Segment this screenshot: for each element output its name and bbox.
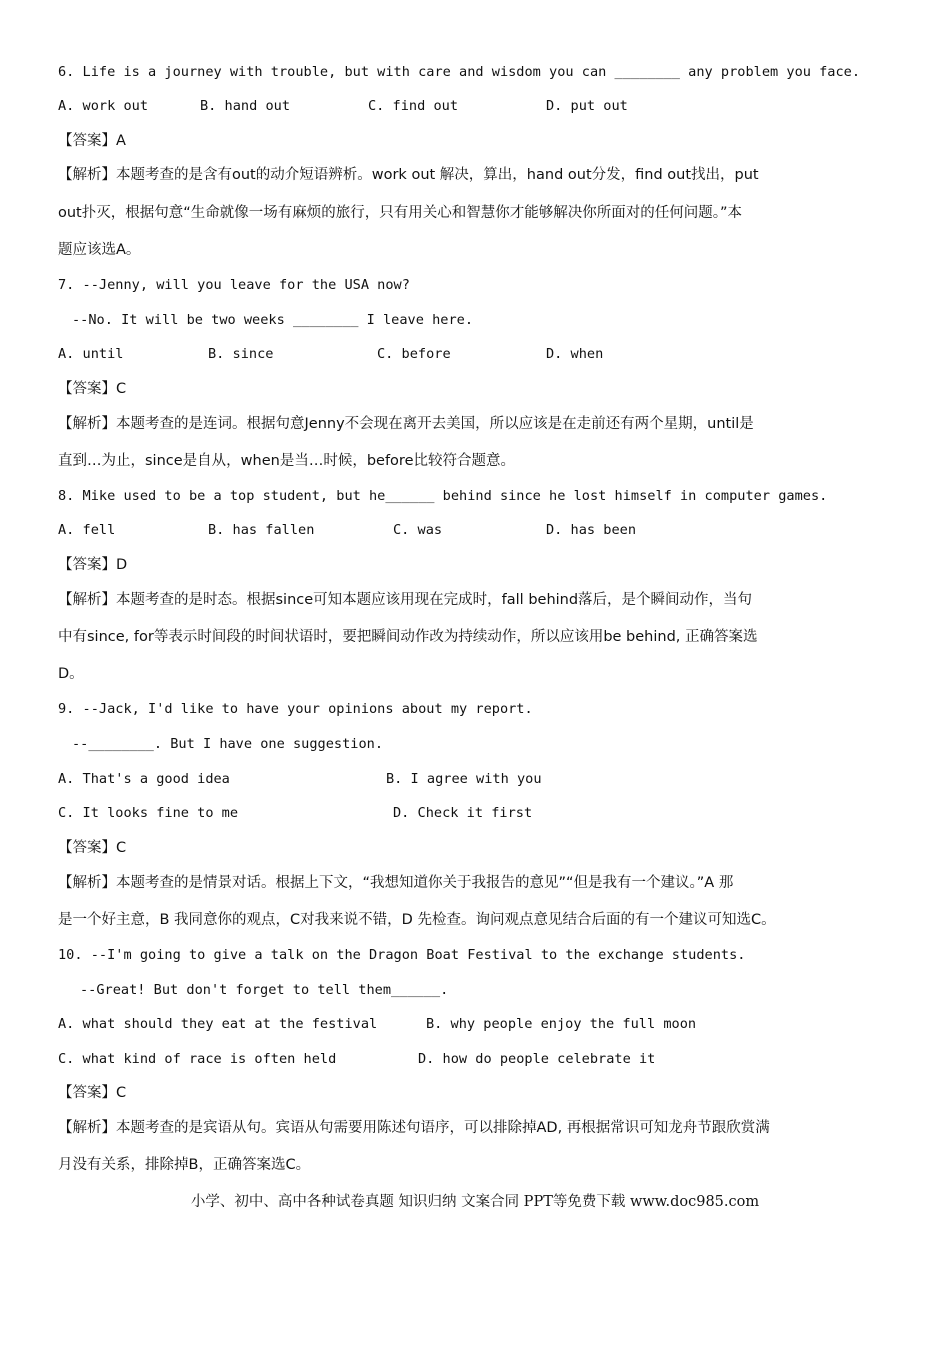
question-7-reply: --No. It will be two weeks ________ I leave here.	[72, 312, 474, 328]
question-9-analysis-line-1: 【解析】本题考查的是情景对话。根据上下文，“我想知道你关于我报告的意见”“但是我有一个建议。”A 那	[58, 875, 734, 891]
question-10-answer: 【答案】C	[58, 1085, 127, 1101]
question-6-analysis-line-2: out扑灭，根据句意“生命就像一场有麻烦的旅行，只有用关心和智慧你才能够解决你所面对的任何问题。”本	[58, 205, 743, 221]
question-9-reply: --________. But I have one suggestion.	[72, 736, 383, 752]
question-10-stem: 10. --I'm going to give a talk on the Dragon Boat Festival to the exchange students.	[58, 947, 746, 963]
question-8-analysis-line-2: 中有since, for等表示时间段的时间状语时，要把瞬间动作改为持续动作，所以应该用be behind, 正确答案选	[58, 629, 758, 645]
question-6-option-a: A. work out	[58, 98, 149, 114]
question-7-option-d: D. when	[546, 346, 604, 362]
question-9-option-a: A. That's a good idea	[58, 771, 230, 787]
question-10-option-a: A. what should they eat at the festival	[58, 1016, 378, 1032]
question-7-option-b: B. since	[208, 346, 274, 362]
question-6-option-d: D. put out	[546, 98, 628, 114]
question-9-option-c: C. It looks fine to me	[58, 805, 239, 821]
page-footer: 小学、初中、高中各种试卷真题 知识归纳 文案合同 PPT等免费下载 www.doc985.com	[190, 1194, 760, 1210]
question-8-analysis-line-1: 【解析】本题考查的是时态。根据since可知本题应该用现在完成时，fall behind落后，是个瞬间动作，当句	[58, 592, 753, 608]
question-10-option-d: D. how do people celebrate it	[418, 1051, 656, 1067]
question-10-analysis-line-2: 月没有关系，排除掉B，正确答案选C。	[58, 1157, 311, 1173]
question-6-stem: 6. Life is a journey with trouble, but with care and wisdom you can ________ any problem you face.	[58, 64, 861, 80]
question-7-option-c: C. before	[377, 346, 451, 362]
question-7-option-a: A. until	[58, 346, 124, 362]
question-9-option-b: B. I agree with you	[386, 771, 542, 787]
question-6-answer: 【答案】A	[58, 133, 126, 149]
question-9-answer: 【答案】C	[58, 840, 127, 856]
question-6-analysis-line-3: 题应该选A。	[58, 242, 141, 258]
question-8-option-b: B. has fallen	[208, 522, 315, 538]
question-10-reply: --Great! But don't forget to tell them______.	[80, 982, 449, 998]
question-7-analysis-line-2: 直到…为止，since是自从，when是当…时候，before比较符合题意。	[58, 453, 515, 469]
question-6-option-c: C. find out	[368, 98, 459, 114]
question-6-analysis-line-1: 【解析】本题考查的是含有out的动介短语辨析。work out 解决，算出，hand out分发，find out找出，put	[58, 167, 759, 183]
question-7-analysis-line-1: 【解析】本题考查的是连词。根据句意Jenny不会现在离开去美国，所以应该是在走前还有两个星期，until是	[58, 416, 754, 432]
question-8-option-d: D. has been	[546, 522, 637, 538]
question-8-answer: 【答案】D	[58, 557, 128, 573]
question-8-option-c: C. was	[393, 522, 443, 538]
question-6-option-b: B. hand out	[200, 98, 291, 114]
question-7-answer: 【答案】C	[58, 381, 127, 397]
question-8-option-a: A. fell	[58, 522, 116, 538]
question-9-option-d: D. Check it first	[393, 805, 533, 821]
question-9-analysis-line-2: 是一个好主意，B 我同意你的观点，C对我来说不错，D 先检查。询问观点意见结合后面的有一个建议可知选C。	[58, 912, 776, 928]
question-9-stem: 9. --Jack, I'd like to have your opinions about my report.	[58, 701, 533, 717]
question-8-stem: 8. Mike used to be a top student, but he______ behind since he lost himself in computer games.	[58, 488, 828, 504]
question-10-analysis-line-1: 【解析】本题考查的是宾语从句。宾语从句需要用陈述句语序，可以排除掉AD, 再根据常识可知龙舟节跟欣赏满	[58, 1120, 770, 1136]
question-10-option-c: C. what kind of race is often held	[58, 1051, 337, 1067]
question-10-option-b: B. why people enjoy the full moon	[426, 1016, 697, 1032]
question-8-analysis-line-3: D。	[58, 666, 84, 682]
question-7-stem: 7. --Jenny, will you leave for the USA now?	[58, 277, 410, 293]
